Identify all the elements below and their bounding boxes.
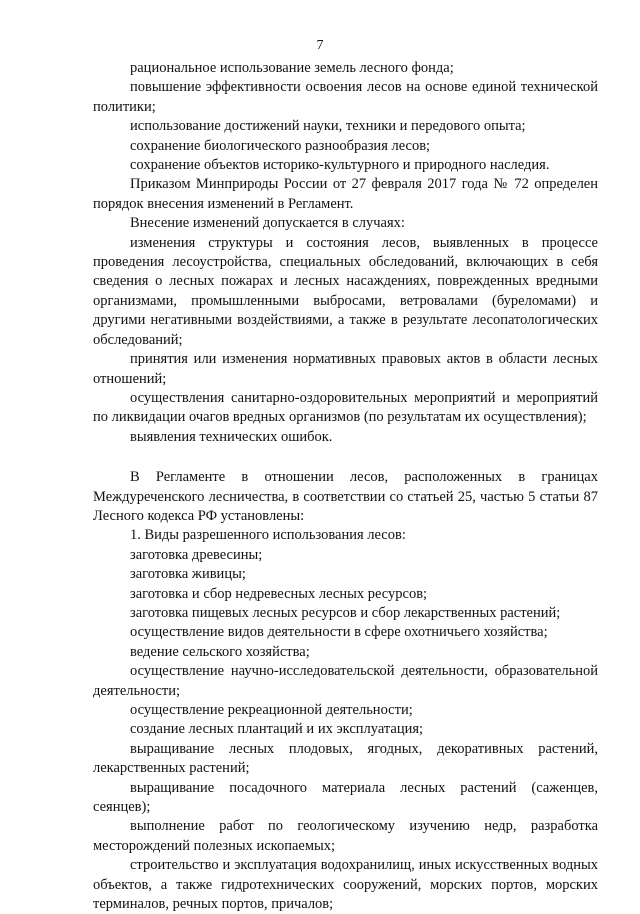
paragraph: ведение сельского хозяйства;: [130, 643, 310, 660]
page-number: 7: [316, 38, 324, 53]
paragraph: строительство и эксплуатация водохранилищ, иных искусственных водных объектов, а также гидротехнических сооружений, морских портов, морских терминалов, речных портов, причалов;: [93, 857, 598, 913]
paragraph: создание лесных плантаций и их эксплуатация;: [130, 721, 424, 738]
paragraph: рациональное использование земель лесного фонда;: [130, 60, 454, 76]
paragraph: сохранение биологического разнообразия лесов;: [130, 137, 431, 154]
paragraph: Приказом Минприроды России от 27 февраля 2017 года № 72 определен порядок внесения изменений в Регламент.: [93, 176, 598, 212]
paragraph: Внесение изменений допускается в случаях:: [130, 215, 405, 232]
paragraph: осуществление видов деятельности в сфере охотничьего хозяйства;: [130, 624, 548, 641]
paragraph: использование достижений науки, техники и передового опыта;: [130, 118, 526, 135]
paragraph: осуществления санитарно-оздоровительных мероприятий и мероприятий по ликвидации очагов вредных организмов (по результатам их осуществления);: [93, 389, 598, 426]
paragraph: принятия или изменения нормативных правовых актов в области лесных отношений;: [93, 351, 598, 387]
paragraph: заготовка живицы;: [130, 566, 246, 583]
paragraph: выращивание посадочного материала лесных растений (саженцев, сеянцев);: [93, 779, 598, 816]
paragraph: В Регламенте в отношении лесов, расположенных в границах Междуреченского лесничества, в соответствии со статьей 25, частью 5 статьи 87 Лесного кодекса РФ установлены:: [93, 469, 598, 524]
paragraph: заготовка пищевых лесных ресурсов и сбор лекарственных растений;: [130, 604, 561, 621]
paragraph: осуществление рекреационной деятельности;: [130, 702, 413, 718]
paragraph: выращивание лесных плодовых, ягодных, декоративных растений, лекарственных растений;: [93, 740, 598, 777]
paragraph: изменения структуры и состояния лесов, выявленных в процессе проведения лесоустройства, специальных обследований, включающих в себя сведения о лесных пожарах и лесных насаждениях, поврежденных вредными организмами, промышленными выбросами, ветровалами (буреломами) и другими негативными воздействиями, а также в результате лесопатологических обследований;: [93, 234, 598, 348]
paragraph: заготовка и сбор недревесных лесных ресурсов;: [130, 585, 428, 602]
paragraph: осуществление научно-исследовательской деятельности, образовательной деятельности;: [93, 663, 598, 699]
paragraph: 1. Виды разрешенного использования лесов:: [130, 527, 406, 544]
paragraph: сохранение объектов историко-культурного и природного наследия.: [130, 157, 550, 174]
paragraph: выявления технических ошибок.: [130, 428, 333, 445]
document-body: [93, 59, 598, 914]
paragraph: повышение эффективности освоения лесов на основе единой технической политики;: [93, 79, 598, 115]
paragraph: заготовка древесины;: [130, 546, 263, 563]
section-gap: [93, 447, 598, 468]
paragraph: выполнение работ по геологическому изучению недр, разработка месторождений полезных ископаемых;: [93, 818, 598, 854]
